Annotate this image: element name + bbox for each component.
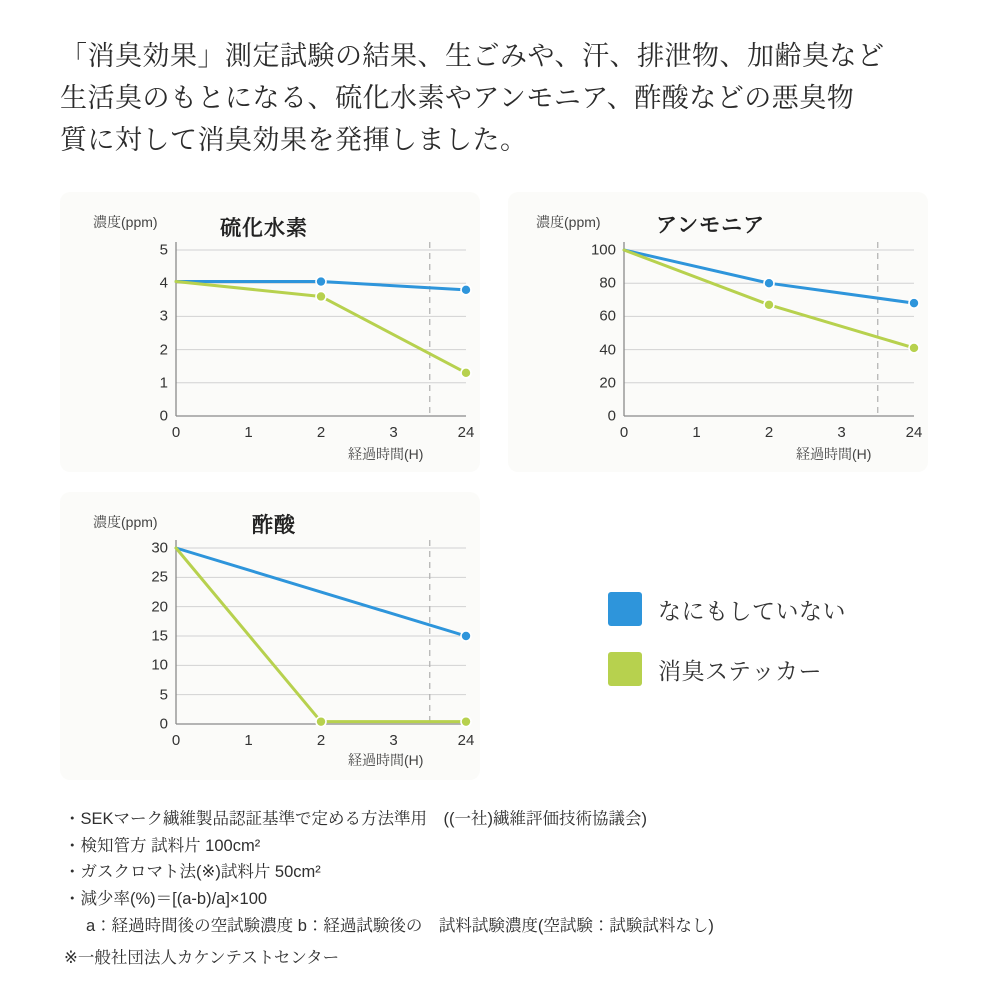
lead-line-2: 生活臭のもとになる、硫化水素やアンモニア、酢酸などの悪臭物 bbox=[60, 82, 855, 113]
chart-title: 硫化水素 bbox=[220, 217, 308, 240]
chart-card-ammonia bbox=[508, 192, 928, 472]
data-point-marker bbox=[764, 278, 774, 288]
note-line-3: ・ガスクロマト法(※)試料片 50cm² bbox=[64, 863, 321, 882]
y-axis-tick-label: 25 bbox=[151, 568, 168, 586]
data-point-marker bbox=[764, 300, 774, 310]
series-line bbox=[624, 250, 914, 348]
y-axis-tick-label: 100 bbox=[590, 241, 616, 259]
notes-block bbox=[64, 806, 964, 940]
y-axis-tick-label: 60 bbox=[599, 307, 616, 325]
x-axis-tick-label: 0 bbox=[171, 424, 181, 441]
y-axis-tick-label: 10 bbox=[151, 656, 168, 674]
y-axis-tick-label: 40 bbox=[599, 341, 616, 359]
chart-card-acetic-acid bbox=[60, 492, 480, 780]
x-axis-tick-label: 1 bbox=[692, 424, 701, 441]
plot-area bbox=[508, 192, 928, 472]
chart-svg bbox=[60, 492, 480, 780]
data-point-marker bbox=[316, 291, 326, 301]
y-axis-tick-label: 80 bbox=[599, 274, 616, 292]
x-axis-tick-label: 0 bbox=[171, 732, 181, 749]
y-axis-tick-label: 30 bbox=[151, 539, 168, 557]
lead-line-1: 「消臭効果」測定試験の結果、生ごみや、汗、排泄物、加齢臭など bbox=[60, 41, 885, 71]
x-axis-label: 経過時間(H) bbox=[348, 752, 424, 768]
lead-paragraph bbox=[60, 36, 960, 162]
x-axis-tick-label: 3 bbox=[389, 732, 398, 749]
legend-swatch-icon bbox=[608, 592, 642, 626]
data-point-marker bbox=[461, 717, 471, 727]
y-axis-tick-label: 5 bbox=[159, 241, 168, 259]
legend-swatch-icon bbox=[608, 652, 642, 686]
legend-item-sticker bbox=[608, 652, 846, 686]
note-line-4: ・減少率(%)＝[(a-b)/a]×100 bbox=[64, 890, 268, 909]
data-point-marker bbox=[461, 631, 471, 641]
x-axis-label: 経過時間(H) bbox=[348, 446, 424, 462]
x-axis-label: 経過時間(H) bbox=[796, 446, 872, 462]
chart-title: 酢酸 bbox=[252, 514, 296, 537]
y-axis-unit-label: 濃度(ppm) bbox=[536, 214, 601, 230]
y-axis-tick-label: 15 bbox=[151, 627, 168, 645]
x-axis-tick-label: 1 bbox=[244, 732, 253, 749]
legend-item-untreated bbox=[608, 592, 846, 626]
lead-line-3: 質に対して消臭効果を発揮しました。 bbox=[60, 124, 528, 155]
note-line-1: ・SEKマーク繊維製品認証基準で定める方法準用 ((一社)繊維評価技術協議会) bbox=[64, 810, 647, 828]
x-axis-tick-label: 24 bbox=[457, 424, 475, 441]
data-point-marker bbox=[461, 368, 471, 378]
note-line-2: ・検知管方 試料片 100cm² bbox=[64, 836, 261, 855]
series-line bbox=[176, 548, 466, 636]
y-axis-tick-label: 2 bbox=[159, 341, 168, 359]
series-line bbox=[624, 250, 914, 303]
plot-area bbox=[60, 492, 480, 780]
data-point-marker bbox=[461, 285, 471, 295]
y-axis-unit-label: 濃度(ppm) bbox=[93, 514, 158, 530]
chart-card-hydrogen-sulfide bbox=[60, 192, 480, 472]
series-line bbox=[176, 548, 466, 722]
chart-svg bbox=[60, 192, 480, 472]
chart-legend bbox=[608, 592, 846, 712]
y-axis-tick-label: 0 bbox=[159, 715, 168, 733]
y-axis-tick-label: 5 bbox=[159, 686, 168, 704]
chart-title: アンモニア bbox=[656, 214, 766, 237]
data-point-marker bbox=[909, 298, 919, 308]
x-axis-tick-label: 3 bbox=[837, 424, 846, 441]
y-axis-tick-label: 4 bbox=[159, 274, 168, 292]
note-line-5: a：経過時間後の空試験濃度 b：経過試験後の 試料試験濃度(空試験：試験試料なし) bbox=[86, 916, 714, 935]
x-axis-tick-label: 2 bbox=[764, 424, 774, 441]
y-axis-tick-label: 0 bbox=[159, 407, 168, 425]
x-axis-tick-label: 24 bbox=[457, 732, 475, 749]
x-axis-tick-label: 0 bbox=[619, 424, 629, 441]
legend-item-label: 消臭ステッカー bbox=[658, 657, 823, 684]
y-axis-tick-label: 20 bbox=[151, 598, 168, 616]
data-point-marker bbox=[316, 277, 326, 287]
y-axis-tick-label: 3 bbox=[159, 307, 168, 325]
x-axis-tick-label: 2 bbox=[316, 732, 326, 749]
x-axis-tick-label: 3 bbox=[389, 424, 398, 441]
legend-item-label: なにもしていない bbox=[658, 597, 846, 624]
x-axis-tick-label: 1 bbox=[244, 424, 253, 441]
chart-svg bbox=[508, 192, 928, 472]
x-axis-tick-label: 24 bbox=[905, 424, 923, 441]
x-axis-tick-label: 2 bbox=[316, 424, 326, 441]
y-axis-tick-label: 1 bbox=[159, 374, 168, 392]
y-axis-tick-label: 20 bbox=[599, 374, 616, 392]
plot-area bbox=[60, 192, 480, 472]
footnote: ※一般社団法人カケンテストセンター bbox=[64, 949, 340, 967]
data-point-marker bbox=[909, 343, 919, 353]
y-axis-tick-label: 0 bbox=[607, 407, 616, 425]
data-point-marker bbox=[316, 717, 326, 727]
y-axis-unit-label: 濃度(ppm) bbox=[93, 214, 158, 230]
